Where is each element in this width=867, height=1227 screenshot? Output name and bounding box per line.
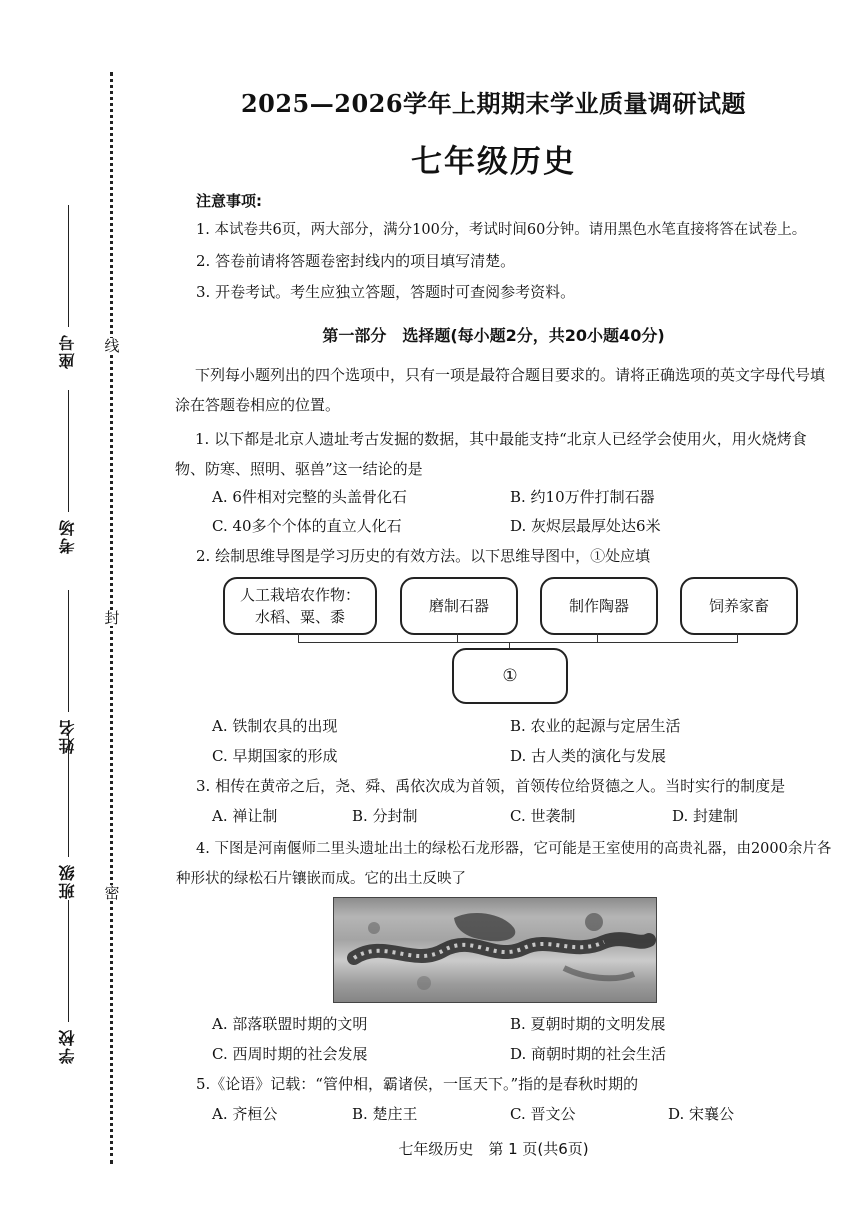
q5-option-c[interactable]: C. 晋文公	[510, 1105, 576, 1123]
class-line	[68, 735, 69, 857]
seat-number-line	[68, 205, 69, 327]
school-line	[68, 900, 69, 1022]
seat-number-label: 座号	[58, 333, 77, 369]
section-heading: 第一部分 选择题(每小题2分，共20小题40分)	[322, 326, 665, 345]
q4-option-d[interactable]: D. 商朝时期的社会生活	[510, 1045, 667, 1063]
q3-option-d[interactable]: D. 封建制	[672, 807, 739, 825]
mindmap-node-crops: 人工栽培农作物： 水稻、粟、黍	[223, 577, 377, 635]
mindmap-target-blank: ①	[452, 648, 568, 704]
notice-item-1: 1. 本试卷共6页，两大部分，满分100分，考试时间60分钟。请用黑色水笔直接将答在试卷上。	[196, 222, 807, 238]
exam-room-line	[68, 390, 69, 512]
turquoise-dragon-photo	[333, 897, 657, 1003]
q2-option-a[interactable]: A. 铁制农具的出现	[212, 717, 338, 735]
exam-room-field[interactable]	[40, 390, 84, 570]
class-label: 班级	[58, 863, 77, 899]
question-4-stem: 4. 下图是河南偃师二里头遗址出土的绿松石龙形器，它可能是王室使用的高贵礼器，由2000余片各种形状的绿松石片镶嵌而成。它的出土反映了	[176, 841, 832, 887]
mindmap-node-livestock: 饲养家畜	[680, 577, 798, 635]
question-5-stem: 5.《论语》记载：“管仲相，霸诸侯，一匡天下。”指的是春秋时期的	[196, 1075, 639, 1093]
mindmap-connector	[298, 642, 738, 643]
mindmap-node-pottery: 制作陶器	[540, 577, 658, 635]
q1-option-c[interactable]: C. 40多个个体的直立人化石	[212, 517, 402, 535]
question-3-stem: 3. 相传在黄帝之后，尧、舜、禹依次成为首领，首领传位给贤德之人。当时实行的制度是	[196, 777, 786, 795]
notice-item-2: 2. 答卷前请将答题卷密封线内的项目填写清楚。	[196, 252, 516, 270]
name-label: 姓名	[58, 718, 77, 754]
q3-option-b[interactable]: B. 分封制	[352, 807, 418, 825]
q3-option-a[interactable]: A. 禅让制	[212, 807, 278, 825]
q4-option-a[interactable]: A. 部落联盟时期的文明	[212, 1015, 368, 1033]
q1-option-b[interactable]: B. 约10万件打制石器	[510, 488, 655, 506]
q4-option-c[interactable]: C. 西周时期的社会发展	[212, 1045, 368, 1063]
section-instruction: 下列每小题列出的四个选项中，只有一项是最符合题目要求的。请将正确选项的英文字母代号填涂在答题卷相应的位置。	[175, 366, 826, 414]
class-field[interactable]	[40, 735, 84, 915]
q5-option-a[interactable]: A. 齐桓公	[212, 1105, 278, 1123]
notice-heading: 注意事项:	[196, 192, 262, 210]
q4-option-b[interactable]: B. 夏朝时期的文明发展	[510, 1015, 666, 1033]
q1-option-d[interactable]: D. 灰烬层最厚处达6米	[510, 517, 661, 535]
seal-char-xian: 线	[104, 337, 120, 355]
exam-title: 2025—2026学年上期期末学业质量调研试题	[240, 89, 747, 118]
exam-subject: 七年级历史	[411, 144, 576, 180]
q2-option-c[interactable]: C. 早期国家的形成	[212, 747, 338, 765]
school-label: 学校	[58, 1028, 77, 1064]
q3-option-c[interactable]: C. 世袭制	[510, 807, 576, 825]
q2-option-b[interactable]: B. 农业的起源与定居生活	[510, 717, 681, 735]
seal-char-feng: 封	[104, 609, 120, 627]
question-1-stem: 1. 以下都是北京人遗址考古发掘的数据，其中最能支持“北京人已经学会使用火，用火烧烤食物、防寒、照明、驱兽”这一结论的是	[175, 430, 807, 478]
notice-item-3: 3. 开卷考试。考生应独立答题，答题时可查阅参考资料。	[196, 283, 576, 301]
question-2-stem: 2. 绘制思维导图是学习历史的有效方法。以下思维导图中，①处应填	[196, 547, 651, 565]
name-line	[68, 590, 69, 712]
q1-option-a[interactable]: A. 6件相对完整的头盖骨化石	[212, 488, 407, 506]
q5-option-b[interactable]: B. 楚庄王	[352, 1105, 418, 1123]
q5-option-d[interactable]: D. 宋襄公	[668, 1105, 735, 1123]
seal-char-mi: 密	[104, 884, 120, 902]
q2-option-d[interactable]: D. 古人类的演化与发展	[510, 747, 667, 765]
exam-room-label: 考场	[58, 518, 77, 554]
school-field[interactable]	[40, 900, 84, 1080]
page-footer: 七年级历史 第 1 页(共6页)	[398, 1140, 589, 1158]
dragon-relic-image	[334, 898, 656, 1002]
mindmap-node-stone-tools: 磨制石器	[400, 577, 518, 635]
seat-number-field[interactable]	[40, 205, 84, 385]
